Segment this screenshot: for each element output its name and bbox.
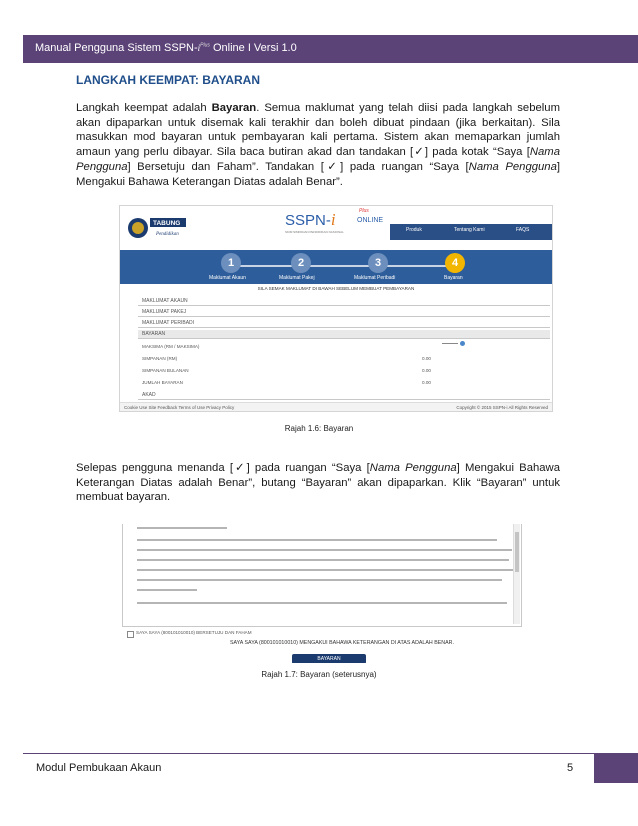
header-i: i	[197, 43, 201, 53]
header-plus: Plus	[200, 42, 210, 49]
payment-row	[142, 344, 542, 352]
document-header	[23, 35, 638, 63]
footer-accent	[594, 753, 638, 783]
section-maklumat-pakej[interactable]: MAKLUMAT PAKEJ	[138, 308, 550, 317]
p1-a: Langkah keempat adalah	[76, 102, 212, 114]
step-1-circle: 1	[221, 253, 241, 273]
row-value: 0.00	[422, 368, 431, 373]
tabung-logo	[126, 210, 188, 246]
akad-text-box[interactable]	[122, 524, 522, 627]
figure-1-screenshot	[119, 205, 553, 412]
p1-italic-1: Nama Pengguna	[76, 146, 560, 173]
section-heading: LANGKAH KEEMPAT: BAYARAN	[76, 73, 261, 87]
p2-b: ] pada ruangan “Saya [	[246, 462, 370, 474]
p1-f: ] Mengakui Bahawa Keterangan Diatas adalah Benar”.	[76, 160, 560, 188]
slider-handle[interactable]	[460, 341, 465, 346]
row-label: JUMLAH BAYARAN	[142, 380, 183, 385]
checkmark-icon: ✓	[323, 160, 341, 173]
step-progress	[120, 250, 552, 284]
page-number: 5	[567, 762, 574, 774]
step-4-label: Bayaran	[444, 275, 463, 281]
step-1-label: Maklumat Akaun	[209, 275, 246, 281]
footer-links[interactable]: Cookie Use Site Feedback Terms of Use Privacy Policy	[124, 405, 235, 410]
row-value: 0.00	[422, 356, 431, 361]
payment-row	[142, 368, 542, 376]
agree-checkbox[interactable]	[127, 631, 134, 638]
scrollbar[interactable]	[513, 524, 520, 624]
text-line	[137, 559, 509, 561]
section-akad[interactable]: AKAD	[138, 391, 550, 400]
confirm-statement[interactable]: SAYA SAYA (800101010010) MENGAKUI BAHAWA KETERANGAN DI ATAS ADALAH BENAR.	[230, 640, 454, 646]
p2-a: Selepas pengguna menanda [	[76, 462, 233, 474]
logo-subtext: Pendidikan	[156, 232, 179, 237]
footer-rule	[23, 753, 594, 754]
figure-1-caption: Rajah 1.6: Bayaran	[284, 424, 354, 433]
step-3-circle: 3	[368, 253, 388, 273]
footer-copyright: Copyright © 2015 SSPN-i All Rights Reserved	[456, 405, 548, 410]
payment-row	[142, 356, 542, 364]
brand-online: ONLINE	[357, 217, 384, 224]
brand-plus: Plus	[359, 208, 369, 214]
top-nav	[390, 224, 552, 240]
text-line	[137, 539, 497, 541]
review-note: SILA SEMAK MAKLUMAT DI BAWAH SEBELUM MEMBUAT PEMBAYARAN	[257, 286, 415, 291]
sspn-brand	[285, 208, 384, 234]
step-3-label: Maklumat Peribadi	[354, 275, 396, 281]
header-title	[35, 42, 297, 54]
brand-sspn: SSPN-	[285, 212, 331, 229]
site-footer	[120, 402, 552, 412]
text-line	[137, 569, 515, 571]
text-line	[137, 549, 512, 551]
text-line	[137, 602, 507, 604]
step-2-label: Maklumat Pakej	[279, 275, 315, 281]
p1-b: . Semua maklumat yang telah diisi pada langkah sebelum akan dipaparkan untuk disemak kali terakhir dan boleh dibuat pindaan (jika berkaitan). Sila masukkan mod bayaran untuk pembayaran kali pertama. Sistem akan memaparkan jumlah amaun yang perlu dibayar. Sila baca butiran akad dan tandakan [	[76, 102, 560, 159]
paragraph-2	[76, 461, 560, 505]
row-value: 0.00	[422, 380, 431, 385]
nav-produk[interactable]: Produk	[406, 227, 422, 233]
row-label: MAKSIMA (RM / MAKSIMA)	[142, 344, 200, 349]
text-line	[137, 579, 502, 581]
logo-text: TABUNG	[153, 220, 181, 227]
brand-i: i	[330, 210, 336, 229]
header-prefix: Manual Pengguna Sistem SSPN-	[35, 42, 198, 54]
header-suffix: Online I Versi 1.0	[209, 42, 297, 54]
text-line	[137, 589, 197, 591]
text-line	[137, 527, 227, 529]
nav-tentang-kami[interactable]: Tentang Kami	[454, 227, 485, 233]
site-header	[120, 206, 552, 250]
progress-line	[228, 265, 456, 267]
row-label: SIMPANAN (RM)	[142, 356, 178, 361]
agree-label: SAYA SAYA (800101010010) BERSETUJU DAN FAHAM	[136, 630, 252, 635]
slider-track[interactable]	[442, 343, 458, 344]
p2-italic: Nama Pengguna	[369, 462, 457, 474]
step-2-circle: 2	[291, 253, 311, 273]
figure-2-screenshot	[116, 524, 530, 663]
p1-c: ] pada kotak “Saya [	[424, 146, 530, 159]
p1-italic-2: Nama Pengguna	[468, 160, 557, 173]
p1-d: ] Bersetuju dan Faham”. Tandakan [	[127, 160, 324, 173]
section-bayaran[interactable]: BAYARAN	[138, 330, 550, 339]
brand-tagline: SKIM SIMPANAN PENDIDIKAN NASIONAL	[285, 230, 344, 234]
checkmark-icon: ✓	[232, 462, 247, 474]
p2-c: ] Mengakui Bahawa Keterangan Diatas adalah Benar”, butang “Bayaran” akan dipaparkan. Klik “Bayaran” untuk membuat bayaran.	[76, 462, 560, 504]
paragraph-1	[76, 101, 560, 189]
bayaran-button[interactable]: BAYARAN	[292, 654, 366, 663]
p1-bold: Bayaran	[211, 102, 257, 114]
row-label: SIMPANAN BULANAN	[142, 368, 189, 373]
footer-title: Modul Pembukaan Akaun	[36, 762, 162, 774]
section-maklumat-akaun[interactable]: MAKLUMAT AKAUN	[138, 297, 550, 306]
nav-faqs[interactable]: FAQS	[516, 227, 530, 233]
payment-row	[142, 380, 542, 388]
step-4-circle: 4	[445, 253, 465, 273]
checkmark-icon: ✓	[413, 146, 425, 159]
figure-2-caption: Rajah 1.7: Bayaran (seterusnya)	[261, 670, 377, 679]
p1-e: ] pada ruangan “Saya [	[340, 160, 469, 173]
section-maklumat-peribadi[interactable]: MAKLUMAT PERIBADI	[138, 319, 550, 328]
